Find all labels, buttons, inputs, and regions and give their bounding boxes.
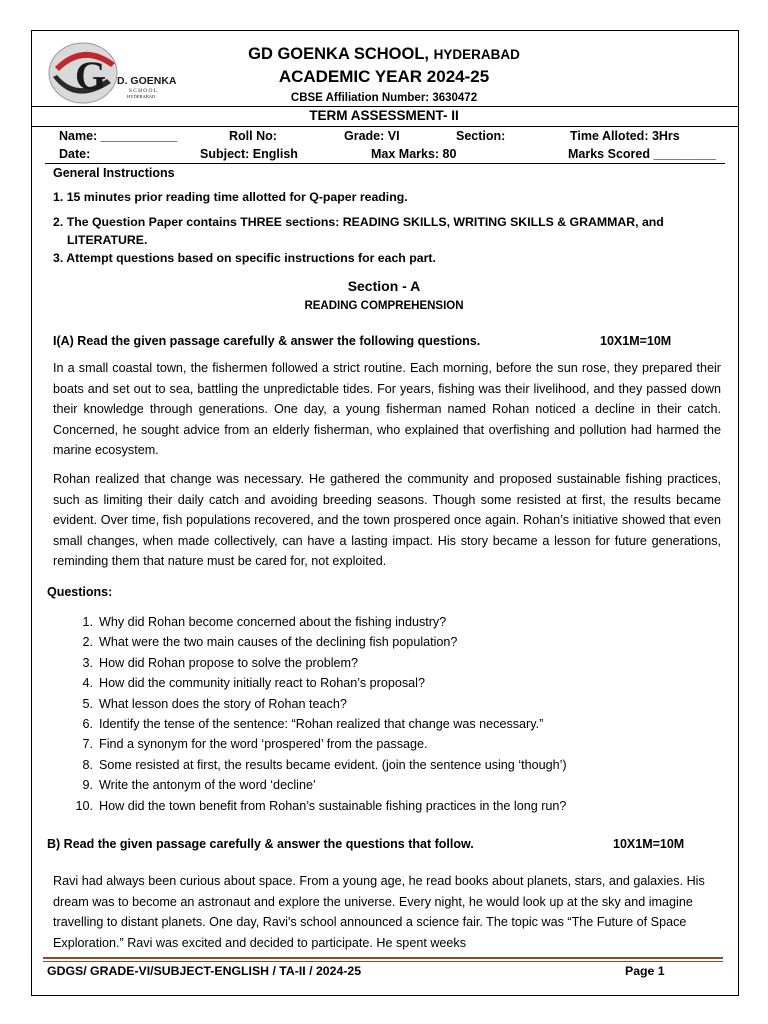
instruction-2-continued: LITERATURE. [67, 233, 148, 247]
list-item: 4. How did the community initially react to Rohan’s proposal? [82, 676, 425, 691]
list-item: 2. What were the two main causes of the declining fish population? [82, 635, 458, 650]
list-item: 6. Identify the tense of the sentence: “Rohan realized that change was necessary.” [82, 716, 544, 731]
list-item: 9. Write the antonym of the word ‘decline’ [82, 778, 316, 793]
section-field: Section: [456, 129, 506, 143]
instruction-2: 2. The Question Paper contains THREE sections: READING SKILLS, WRITING SKILLS & GRAMMAR, and [53, 215, 664, 229]
section-a-title: Section - A [347, 278, 421, 294]
section-a-subtitle: READING COMPREHENSION [304, 300, 464, 312]
school-name: GD GOENKA SCHOOL, HYDERABAD [248, 45, 520, 63]
footer-code: GDGS/ GRADE-VI/SUBJECT-ENGLISH / TA-II / 2024-25 [47, 964, 362, 978]
svg-text:HYDERABAD: HYDERABAD [127, 94, 156, 99]
instruction-1: 1. 15 minutes prior reading time allotted for Q-paper reading. [53, 190, 408, 204]
part-a-heading: I(A) Read the given passage carefully & answer the following questions. [53, 334, 481, 348]
list-item: 3. How did Rohan propose to solve the problem? [82, 655, 359, 670]
header-divider [31, 106, 739, 107]
question-list [68, 612, 708, 816]
part-b-marks: 10X1M=10M [613, 837, 685, 851]
list-item: 5. What lesson does the story of Rohan teach? [82, 696, 347, 711]
date-field: Date: [59, 147, 91, 161]
academic-year: ACADEMIC YEAR 2024-25 [278, 67, 490, 86]
list-item: 7. Find a synonym for the word ‘prospered’ from the passage. [82, 737, 428, 752]
name-field: Name: ___________ [59, 129, 178, 143]
svg-text:G: G [75, 53, 107, 98]
grade-field: Grade: VI [344, 129, 400, 143]
part-a-marks: 10X1M=10M [600, 334, 672, 348]
footer-rule-thick [43, 957, 723, 959]
svg-text:D. GOENKA: D. GOENKA [117, 75, 177, 87]
questions-title: Questions: [47, 585, 113, 599]
info-divider [45, 163, 725, 164]
exam-title: TERM ASSESSMENT- II [309, 108, 459, 123]
passage-a-paragraph-2: Rohan realized that change was necessary. He gathered the community and proposed sustainable fishing practices, such as limiting their daily catch and avoiding breeding seasons. Though some resisted at first, the results became evident. Over time, fish populations recovered, and the town prospered once again. Rohan’s initiative showed that even small changes, when made collectively, can have a lasting impact. His story became a lesson for future generations, reminding them that nature must be cared for, not exploited. [53, 472, 721, 569]
svg-text:SCHOOL: SCHOOL [129, 88, 159, 94]
list-item: 10. How did the town benefit from Rohan’s sustainable fishing practices in the long run? [75, 798, 567, 813]
roll-field: Roll No: [229, 129, 277, 143]
passage-b-paragraph: Ravi had always been curious about space. From a young age, he read books about planets, stars, and galaxies. His dream was to become an astronaut and explore the universe. Every night, he would look up at the sky and imagine travelling to distant planets. One day, Ravi's school announced a science fair. The topic was “The Future of Space Exploration.” Ravi was excited and decided to participate. He spent weeks [53, 874, 705, 950]
list-item: 8. Some resisted at first, the results became evident. (join the sentence using ‘though’) [82, 757, 567, 772]
general-instructions-title: General Instructions [53, 166, 175, 180]
passage-a-paragraph-1: In a small coastal town, the fishermen followed a strict routine. Each morning, before the sun rose, they prepared their boats and set out to sea, battling the unpredictable tides. For years, fishing was their livelihood, and they passed down their knowledge through generations. One day, a young fisherman named Rohan noticed a decline in their catch. Concerned, he sought advice from an elderly fisherman, who explained that overfishing and pollution had harmed the marine ecosystem. [53, 361, 721, 458]
page-number: Page 1 [625, 964, 665, 978]
affiliation-number: CBSE Affiliation Number: 3630472 [290, 92, 478, 104]
list-item: 1. Why did Rohan become concerned about the fishing industry? [82, 615, 447, 629]
time-field: Time Alloted: 3Hrs [570, 129, 680, 143]
max-marks-field: Max Marks: 80 [371, 147, 457, 161]
instruction-3: 3. Attempt questions based on specific instructions for each part. [53, 251, 436, 265]
footer-rule-thin [43, 961, 723, 962]
marks-scored-field: Marks Scored _________ [568, 147, 717, 161]
subject-field: Subject: English [200, 147, 298, 161]
part-b-heading: B) Read the given passage carefully & answer the questions that follow. [47, 837, 474, 851]
title-divider [31, 126, 739, 127]
